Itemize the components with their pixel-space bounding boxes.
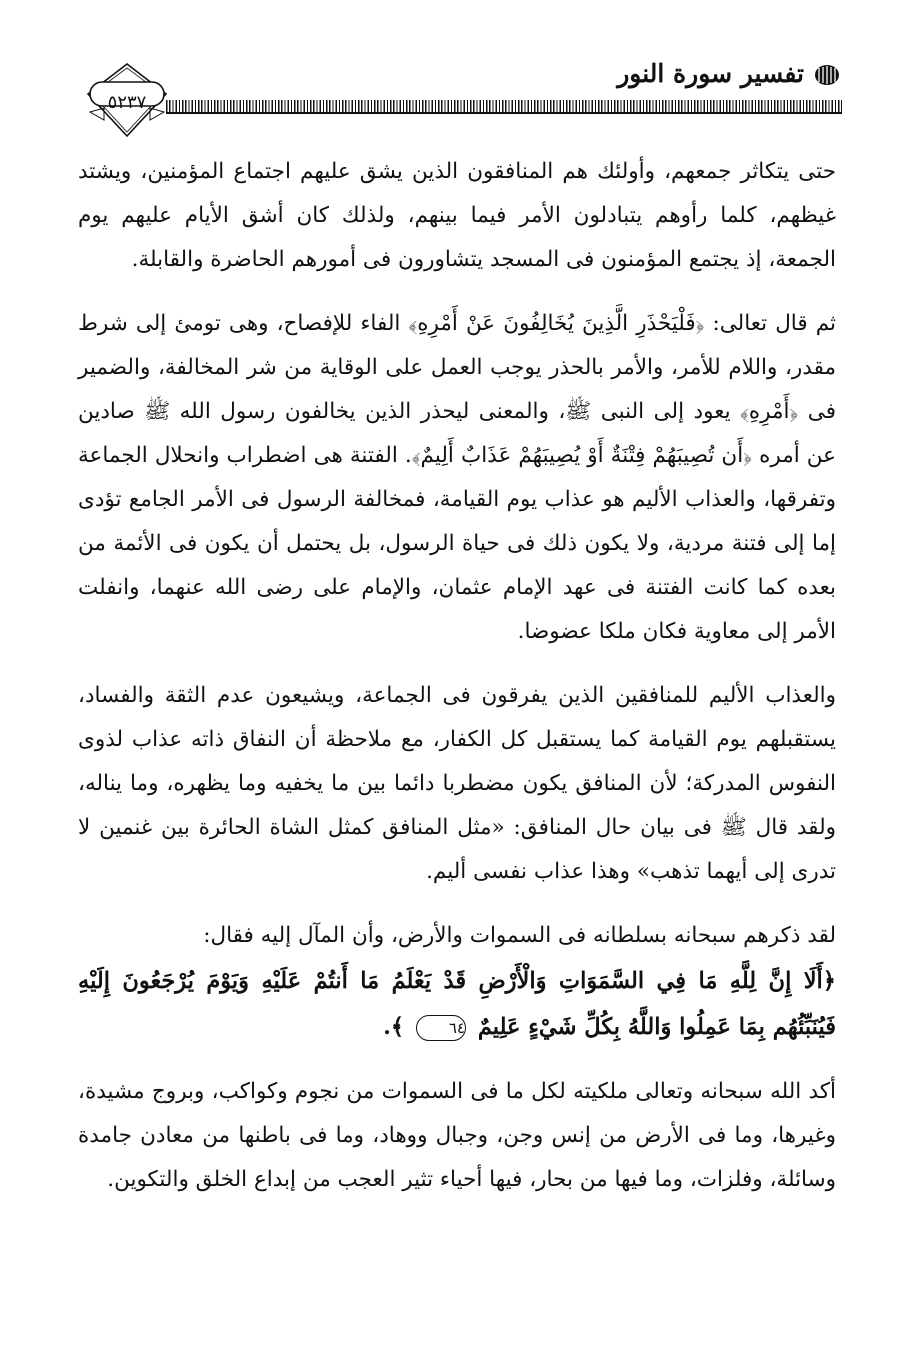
- quran-verse: [78, 958, 836, 1050]
- paragraph: لقد ذكرهم سبحانه بسلطانه فى السموات والأرض، وأن المآل إليه فقال:: [203, 923, 836, 948]
- paragraph: ثم قال تعالى: ﴿فَلْيَحْذَرِ الَّذِينَ يُخَالِفُونَ عَنْ أَمْرِهِ﴾ الفاء للإفصاح، وهى تومئ إلى شرط مقدر، واللام للأمر، والأمر بالحذر يوجب العمل على الوقاية من شر المخالفة، والضمير فى ﴿أَمْرِهِ﴾ يعود إلى النبى ﷺ، والمعنى ليحذر الذين يخالفون رسول الله ﷺ صادين عن أمره ﴿أَن تُصِيبَهُمْ فِتْنَةٌ أَوْ يُصِيبَهُمْ عَذَابٌ أَلِيمٌ﴾. الفتنة هى اضطراب وانحلال الجماعة وتفرقها، والعذاب الأليم هو عذاب يوم القيامة، فمخالفة الرسول فى الأمر الجامع تؤدى إما إلى فتنة مردية، ولا يكون ذلك فى حياة الرسول، بل يحتمل أن يكون فى الأئمة من بعده كما كانت الفتنة فى عهد الإمام عثمان، والإمام على رضى الله عنهما، وانفلت الأمر إلى معاوية فكان ملكا عضوضا.: [78, 311, 836, 644]
- book-ornament-icon: [814, 64, 840, 86]
- body-text: [78, 150, 836, 1202]
- paragraph: حتى يتكاثر جمعهم، وأولئك هم المنافقون الذين يشق عليهم اجتماع المؤمنين، ويشتد غيظهم، كلما رأوهم يتبادلون الأمر فيما بينهم، ولذلك كان أشق الأيام عليهم يوم الجمعة، إذ يجتمع المؤمنون فى المسجد يتشاورون فى أمورهم الحاضرة والقابلة.: [78, 159, 836, 272]
- page-number: ٥٢٣٧: [107, 92, 147, 113]
- page-header: [78, 40, 848, 140]
- ayah-number-marker: ٦٤: [416, 1015, 466, 1041]
- surah-title: تفسير سورة النور: [617, 59, 804, 88]
- verse-closing: ﴾.: [383, 1014, 405, 1040]
- paragraph: والعذاب الأليم للمنافقين الذين يفرقون فى الجماعة، ويشيعون عدم الثقة والفساد، يستقبلهم يوم القيامة كما يستقبل كل الكفار، مع ملاحظة أن النفاق ذاته عذاب لذوى النفوس المدركة؛ لأن المنافق يكون مضطربا دائما بين ما يخفيه وما يظهره، وما يناله، ولقد قال ﷺ فى بيان حال المنافق: «مثل المنافق كمثل الشاة الحائرة بين غنمين لا تدرى إلى أيهما تذهب» وهذا عذاب نفسى أليم.: [78, 683, 836, 884]
- verse-text: ﴿أَلَا إِنَّ لِلَّهِ مَا فِي السَّمَوَاتِ وَالْأَرْضِ قَدْ يَعْلَمُ مَا أَنتُمْ عَلَيْهِ وَيَوْمَ يُرْجَعُونَ إِلَيْهِ فَيُنَبِّئُهُم بِمَا عَمِلُوا وَاللَّهُ بِكُلِّ شَيْءٍ عَلِيمٌ: [78, 968, 836, 1040]
- header-rule: [166, 100, 842, 114]
- paragraph: أكد الله سبحانه وتعالى ملكيته لكل ما فى السموات من نجوم وكواكب، وبروج مشيدة، وغيرها، وما فى الأرض من إنس وجن، وجبال ووهاد، وما فى باطنها من معادن جامدة وسائلة، وفلزات، وما فيها من بحار، فيها أحياء تثير العجب من إبداع الخلق والتكوين.: [78, 1079, 836, 1192]
- page-number-badge: [84, 60, 170, 140]
